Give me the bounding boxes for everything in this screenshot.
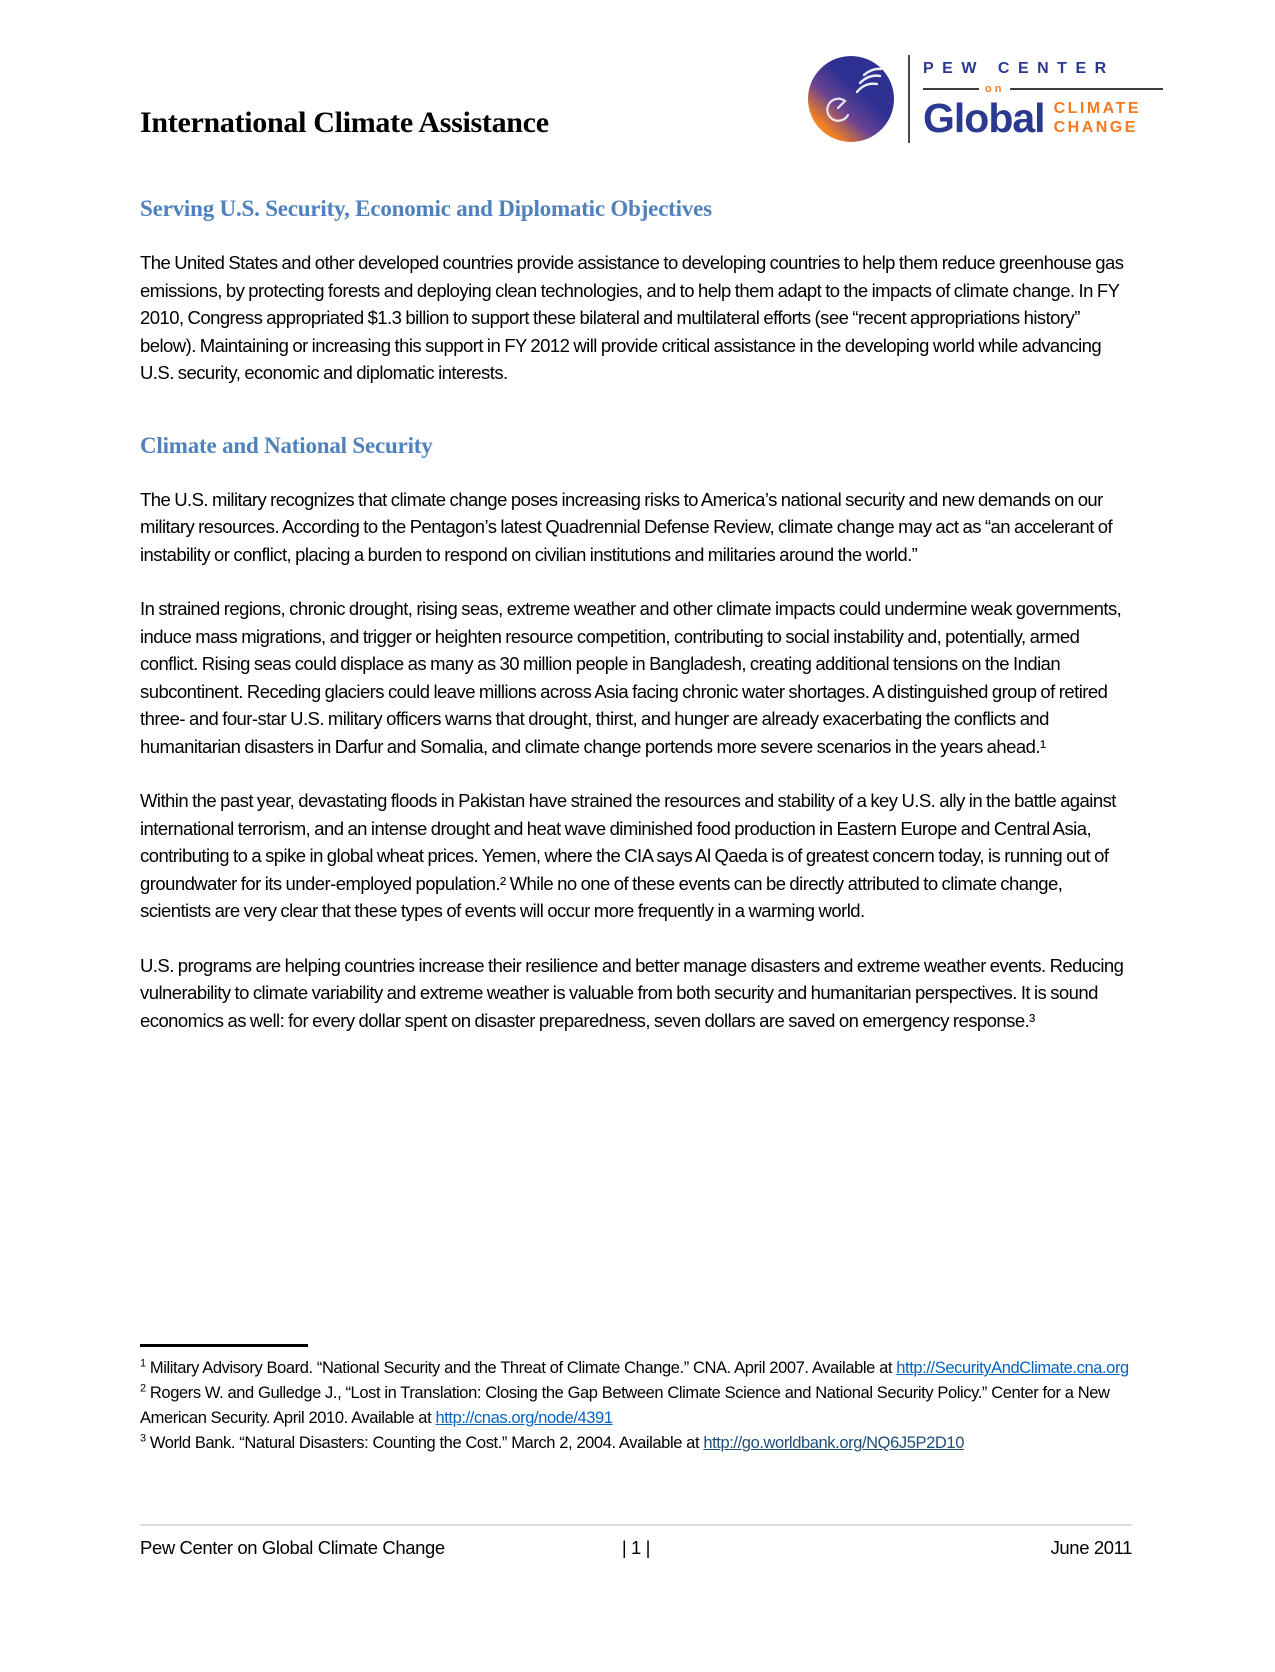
logo-wordmark-row [923,95,1163,141]
logo-on-label: on [985,83,1005,95]
section-heading-objectives: Serving U.S. Security, Economic and Diplomatic Objectives [140,196,712,221]
footnote-1-text: Military Advisory Board. “National Security and the Threat of Climate Change.” CNA. April 2007. Available at [145,1359,897,1377]
logo-climate-change-stack [1054,99,1141,137]
page-footer [140,1524,1132,1559]
footnote-3-marker: 3 [140,1432,146,1445]
footnote-2-text: Rogers W. and Gulledge J., “Lost in Translation: Closing the Gap Between Climate Science and National Security Policy.” Center for a New American Security. April 2010. Available at [140,1384,1110,1427]
logo-text [923,60,1163,141]
footnote-3-text: World Bank. “Natural Disasters: Counting the Cost.” March 2, 2004. Available at [145,1434,704,1452]
logo-on-row [923,83,1163,95]
footnote-2-marker: 2 [140,1382,146,1395]
document-body [140,196,1132,1034]
footnote-2 [140,1381,1132,1431]
logo-climate-label: CLIMATE [1053,100,1141,117]
globe-logo-icon [806,54,896,144]
footnotes-section [140,1344,1132,1456]
logo-divider [908,55,910,143]
footnote-1-link[interactable]: http://SecurityAndClimate.cna.org [896,1359,1129,1377]
section-heading-national-security: Climate and National Security [140,432,433,458]
logo-rule-right [1010,88,1163,90]
footer-organization: Pew Center on Global Climate Change [140,1537,445,1558]
paragraph-strained-regions: In strained regions, chronic drought, rising seas, extreme weather and other climate impacts could undermine weak governments, induce mass migrations, and trigger or heighten resource competition, contributing to social instability and, potentially, armed conflict. Rising seas could displace as many as 30 million people in Bangladesh, creating additional tensions on the Indian subcontinent. Receding glaciers could leave millions across Asia facing chronic water shortages. A distinguished group of retired three- and four-star U.S. military officers warns that drought, thirst, and hunger are already exacerbating the conflicts and humanitarian disasters in Darfur and Somalia, and climate change portends more severe scenarios in the years ahead.¹ [140,598,1122,757]
footnote-separator [140,1344,308,1347]
footnote-2-link[interactable]: http://cnas.org/node/4391 [435,1409,613,1427]
pew-center-logo [806,54,1163,144]
footnote-3-link[interactable]: http://go.worldbank.org/NQ6J5P2D10 [703,1434,964,1452]
logo-pew-center-label: PEW CENTER [923,60,1115,77]
paragraph-military-risks: The U.S. military recognizes that climate change poses increasing risks to America’s national security and new demands on our military resources. According to the Pentagon’s latest Quadrennial Defense Review, climate change may act as “an accelerant of instability or conflict, placing a burden to respond on civilian institutions and militaries around the world.” [140,488,1113,565]
footnote-3 [140,1431,1132,1456]
paragraph-past-year-events: Within the past year, devastating floods in Pakistan have strained the resources and stability of a key U.S. ally in the battle against international terrorism, and an intense drought and heat wave diminished food production in Eastern Europe and Central Asia, contributing to a spike in global wheat prices. Yemen, where the CIA says Al Qaeda is of greatest concern today, is running out of groundwater for its under-employed population.² While no one of these events can be directly attributed to climate change, scientists are very clear that these types of events will occur more frequently in a warming world. [140,790,1116,921]
footer-date: June 2011 [1050,1537,1133,1558]
logo-change-label: CHANGE [1053,119,1138,136]
footnote-1-marker: 1 [140,1357,146,1370]
logo-global-label: Global [923,95,1045,141]
logo-rule-left [923,88,979,90]
footnote-1 [140,1356,1132,1381]
paragraph-us-programs: U.S. programs are helping countries increase their resilience and better manage disasters and extreme weather events. Reducing vulnerability to climate variability and extreme weather is valuable from both security and humanitarian perspectives. It is sound economics as well: for every dollar spent on disaster preparedness, seven dollars are saved on emergency response.³ [140,954,1124,1031]
page-title: International Climate Assistance [140,106,549,139]
paragraph-intro: The United States and other developed countries provide assistance to developing countries to help them reduce greenhouse gas emissions, by protecting forests and deploying clean technologies, and to help them adapt to the impacts of climate change. In FY 2010, Congress appropriated $1.3 billion to support these bilateral and multilateral efforts (see “recent appropriations history” below). Maintaining or increasing this support in FY 2012 will provide critical assistance in the developing world while advancing U.S. security, economic and diplomatic interests. [140,252,1124,383]
footer-page-number: | 1 | [621,1537,651,1558]
